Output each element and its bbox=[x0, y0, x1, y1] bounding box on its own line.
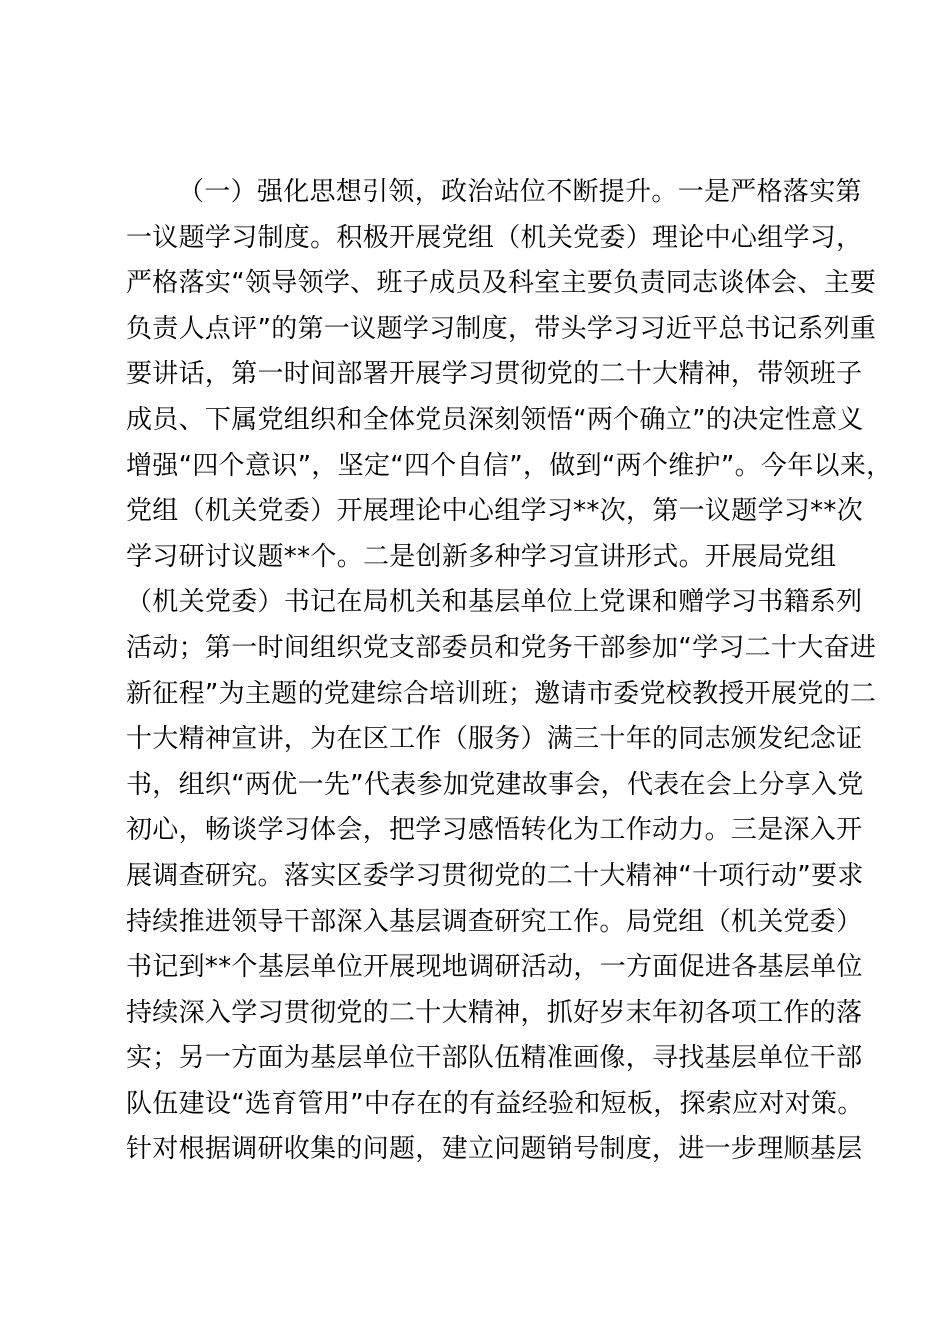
text-line: 队伍建设“选育管用”中存在的有益经验和短板，探索应对对策。 bbox=[126, 1088, 864, 1119]
text-line: 持续深入学习贯彻党的二十大精神，抓好岁末年初各项工作的落 bbox=[126, 997, 863, 1028]
text-line: 严格落实“领导领学、班子成员及科室主要负责同志谈体会、主要 bbox=[126, 268, 877, 299]
body-paragraph bbox=[126, 170, 893, 1173]
text-line: 针对根据调研收集的问题，建立问题销号制度，进一步理顺基层 bbox=[126, 1134, 863, 1165]
text-line: 书记到**个基层单位开展现地调研活动，一方面促进各基层单位 bbox=[126, 952, 863, 983]
text-line: 十大精神宣讲，为在区工作（服务）满三十年的同志颁发纪念证 bbox=[126, 724, 863, 755]
text-line: 书，组织“两优一先”代表参加党建故事会，代表在会上分享入党 bbox=[126, 769, 864, 800]
text-line: 负责人点评”的第一议题学习制度，带头学习习近平总书记系列重 bbox=[126, 313, 877, 344]
text-line: 初心，畅谈学习体会，把学习感悟转化为工作动力。三是深入开 bbox=[126, 815, 863, 846]
text-line: 党组（机关党委）开展理论中心组学习**次，第一议题学习**次 bbox=[126, 496, 864, 527]
text-line: 成员、下属党组织和全体党员深刻领悟“两个确立”的决定性意义 bbox=[126, 404, 864, 435]
text-line: （一）强化思想引领，政治站位不断提升。一是严格落实第 bbox=[178, 177, 862, 207]
text-line: 新征程”为主题的党建综合培训班；邀请市委党校教授开展党的二 bbox=[126, 678, 877, 709]
text-line: （机关党委）书记在局机关和基层单位上党课和赠学习书籍系列 bbox=[126, 587, 863, 618]
text-line: 一议题学习制度。积极开展党组（机关党委）理论中心组学习， bbox=[126, 222, 863, 253]
text-line: 实；另一方面为基层单位干部队伍精准画像，寻找基层单位干部 bbox=[126, 1043, 863, 1074]
text-line: 要讲话，第一时间部署开展学习贯彻党的二十大精神，带领班子 bbox=[126, 359, 863, 390]
text-line: 增强“四个意识”，坚定“四个自信”，做到“两个维护”。今年以来， bbox=[126, 450, 893, 481]
text-line: 学习研讨议题**个。二是创新多种学习宣讲形式。开展局党组 bbox=[126, 541, 837, 572]
text-line: 持续推进领导干部深入基层调查研究工作。局党组（机关党委） bbox=[126, 906, 863, 937]
text-line: 展调查研究。落实区委学习贯彻党的二十大精神“十项行动”要求 bbox=[126, 860, 864, 891]
text-line: 活动；第一时间组织党支部委员和党务干部参加“学习二十大奋进 bbox=[126, 632, 877, 663]
